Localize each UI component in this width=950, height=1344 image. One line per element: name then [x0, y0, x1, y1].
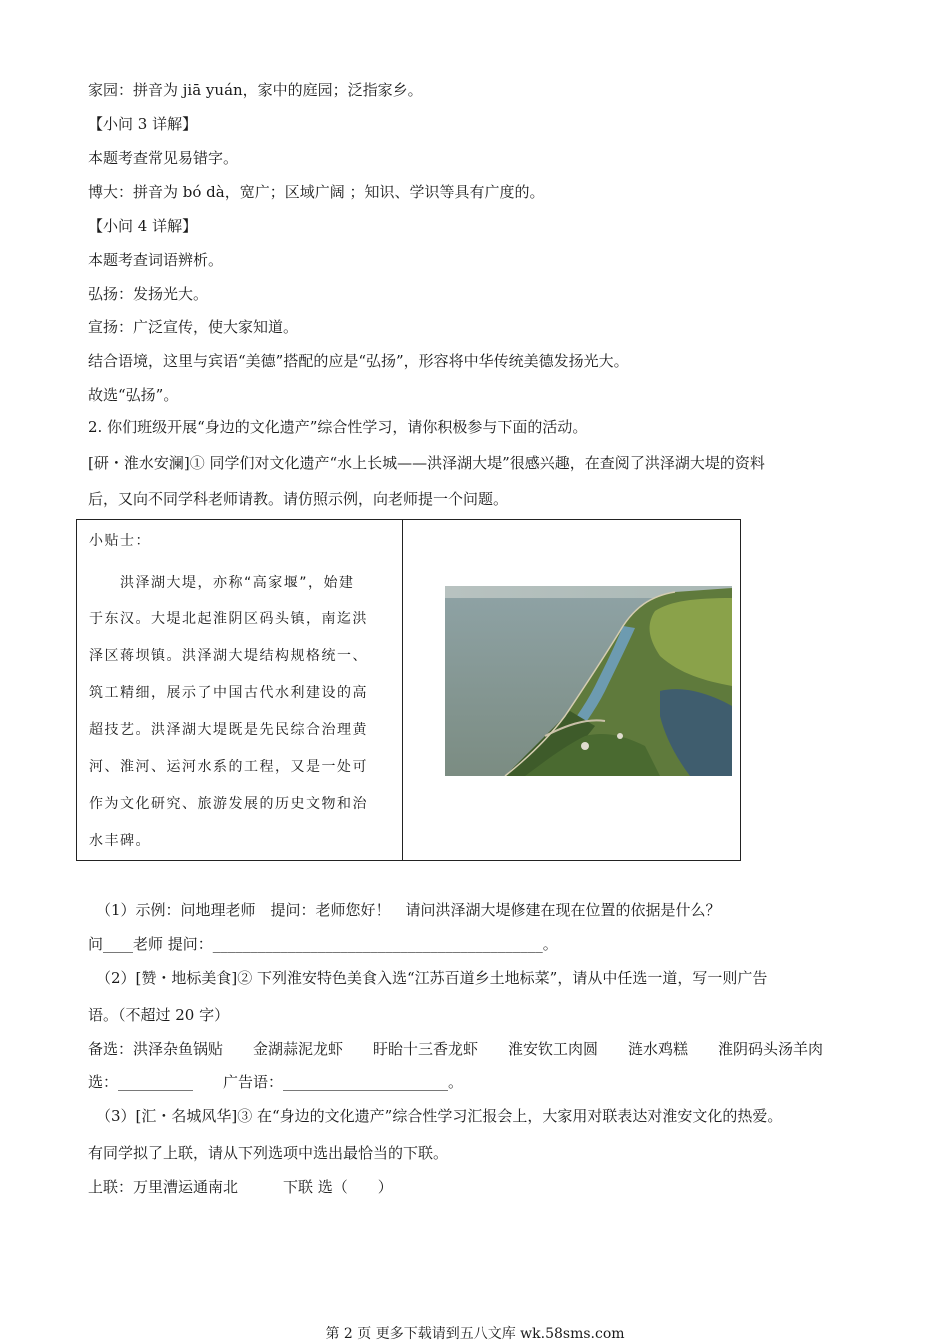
line-xuanyang: 宣扬：广泛宣传，使大家知道。: [88, 318, 299, 336]
line-q4-topic: 本题考查词语辨析。: [88, 251, 224, 269]
question-2-2-options: 备选：洪泽杂鱼锅贴 金湖蒜泥龙虾 盱眙十三香龙虾 淮安钦工肉圆 涟水鸡糕 淮阴码头汤羊肉: [88, 1040, 824, 1058]
question-2-2: （2）[赞・地标美食]② 下列淮安特色美食入选“江苏百道乡土地标菜”，请从中任选一道，写一则广告: [96, 969, 768, 987]
question-2-3-couplet: 上联：万里漕运通南北 下联 选（ ）: [88, 1178, 393, 1196]
line-boda: 博大：拼音为 bó dà，宽广；区域广阔 ；知识、学识等具有广度的。: [88, 183, 545, 201]
tip-row: 水丰碑。: [89, 833, 151, 849]
question-2-3-cont: 有同学拟了上联，请从下列选项中选出最恰当的下联。: [88, 1144, 449, 1162]
line-hongyang: 弘扬：发扬光大。: [88, 285, 209, 303]
tip-row: 于东汉。大堤北起淮阴区码头镇，南迄洪: [89, 611, 368, 627]
tip-row: 洪泽湖大堤，亦称“高家堰”，始建: [89, 575, 355, 591]
question-2-intro-cont: 后，又向不同学科老师请教。请仿照示例，向老师提一个问题。: [88, 490, 509, 508]
tip-row: 泽区蒋坝镇。洪泽湖大堤结构规格统一、: [89, 648, 368, 664]
line-answer: 故选“弘扬”。: [88, 386, 179, 404]
line-context: 结合语境，这里与宾语“美德”搭配的应是“弘扬”，形容将中华传统美德发扬光大。: [88, 352, 629, 370]
question-2-3: （3）[汇・名城风华]③ 在“身边的文化遗产”综合性学习汇报会上，大家用对联表达对淮安文化的热爱。: [96, 1107, 783, 1125]
table-divider: [402, 520, 403, 860]
tip-row: 河、淮河、运河水系的工程，又是一处可: [89, 759, 368, 775]
question-2-2-answer: 选：__________ 广告语：______________________。: [88, 1073, 464, 1091]
question-2-2-cont: 语。（不超过 20 字）: [88, 1006, 230, 1024]
heading-q3-detail: 【小问 3 详解】: [88, 115, 198, 133]
question-2-intro: [研・淮水安澜]① 同学们对文化遗产“水上长城——洪泽湖大堤”很感兴趣，在查阅了洪泽湖大堤的资料: [88, 454, 765, 472]
tip-row: 作为文化研究、旅游发展的历史文物和治: [89, 796, 368, 812]
tip-title: 小贴士：: [89, 533, 151, 549]
question-2-1: （1）示例：问地理老师 提问：老师您好！ 请问洪泽湖大堤修建在现在位置的依据是什么？: [96, 901, 721, 919]
line-jiayuan: 家园：拼音为 jiā yuán，家中的庭园；泛指家乡。: [88, 81, 423, 99]
question-2-1-answer: 问____老师 提问：____________________________________________。: [88, 935, 558, 953]
page-footer: 第 2 页 更多下载请到五八文库 wk.58sms.com: [325, 1326, 625, 1342]
tip-row: 超技艺。洪泽湖大堤既是先民综合治理黄: [89, 722, 368, 738]
tip-row: 筑工精细，展示了中国古代水利建设的高: [89, 685, 368, 701]
question-2-title: 2. 你们班级开展“身边的文化遗产”综合性学习，请你积极参与下面的活动。: [88, 418, 588, 436]
dam-aerial-photo: [445, 586, 732, 776]
heading-q4-detail: 【小问 4 详解】: [88, 217, 198, 235]
tip-table: [76, 519, 741, 861]
line-q3-topic: 本题考查常见易错字。: [88, 149, 239, 167]
